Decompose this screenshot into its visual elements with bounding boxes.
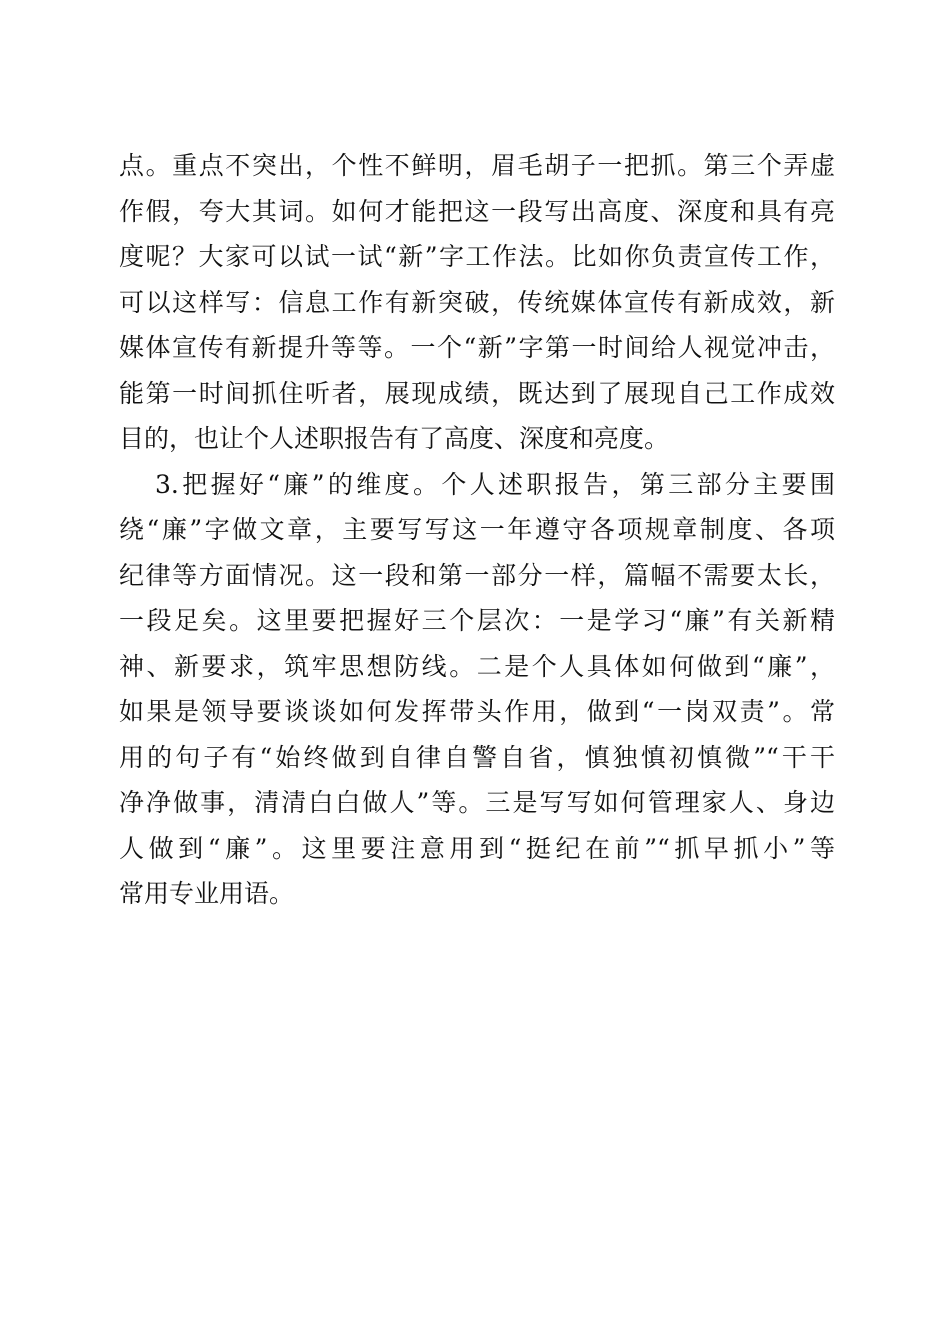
- text-line: 常用专业用语。: [119, 879, 295, 908]
- text-line: 净净做事，清清白白做人”等。三是写写如何管理家人、身边: [119, 788, 835, 817]
- text-line: 神、新要求，筑牢思想防线。二是个人具体如何做到“廉”，: [119, 651, 835, 681]
- paragraph: [119, 143, 835, 462]
- text-line: 能第一时间抓住听者，展现成绩，既达到了展现自己工作成效: [119, 378, 835, 408]
- text-line: 一段足矣。这里要把握好三个层次：一是学习“廉”有关新精: [119, 606, 835, 635]
- text-line: 可以这样写：信息工作有新突破，传统媒体宣传有新成效，新: [119, 287, 835, 317]
- text-line: 3.把握好“廉”的维度。个人述职报告，第三部分主要围: [155, 469, 835, 499]
- text-line: 绕“廉”字做文章，主要写写这一年遵守各项规章制度、各项: [119, 515, 835, 544]
- text-line: 目的，也让个人述职报告有了高度、深度和亮度。: [119, 424, 670, 453]
- text-line: 点。重点不突出，个性不鲜明，眉毛胡子一把抓。第三个弄虚: [119, 151, 835, 180]
- text-line: 作假，夸大其词。如何才能把这一段写出高度、深度和具有亮: [119, 196, 835, 226]
- text-line: 如果是领导要谈谈如何发挥带头作用，做到“一岗双责”。常: [119, 697, 835, 726]
- text-line: 用的句子有“始终做到自律自警自省，慎独慎初慎微”“干干: [119, 742, 835, 772]
- text-line: 人做到“廉”。这里要注意用到“挺纪在前”“抓早抓小”等: [119, 833, 835, 863]
- text-line: 纪律等方面情况。这一段和第一部分一样，篇幅不需要太长，: [119, 560, 835, 590]
- text-line: 度呢？大家可以试一试“新”字工作法。比如你负责宣传工作，: [119, 242, 835, 271]
- paragraph: [119, 462, 835, 917]
- text-line: 媒体宣传有新提升等等。一个“新”字第一时间给人视觉冲击，: [119, 333, 835, 362]
- body-text: [119, 143, 835, 917]
